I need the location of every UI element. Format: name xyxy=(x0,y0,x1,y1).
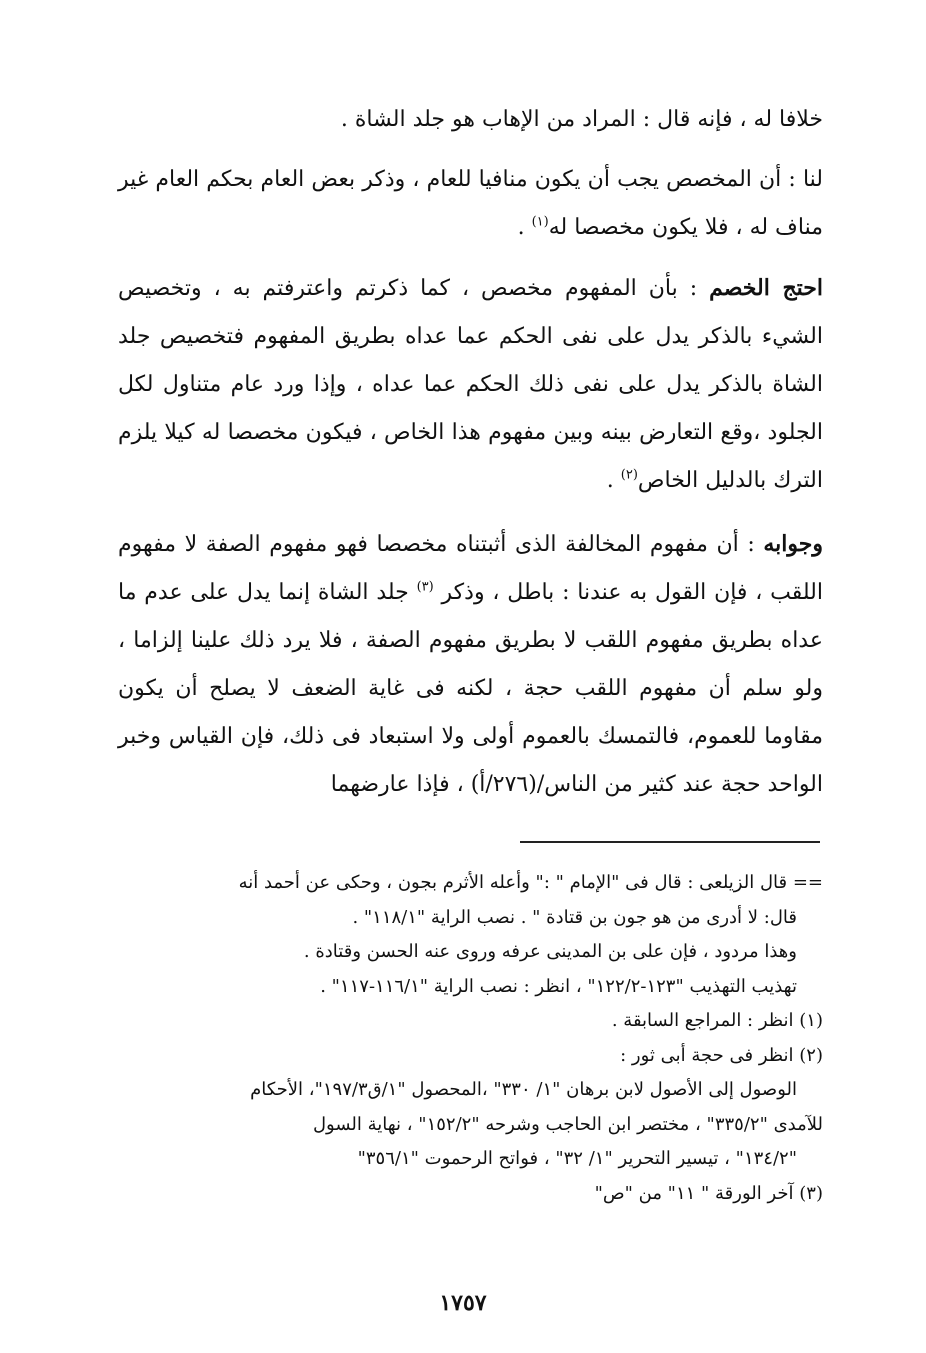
footnote-line: للآمدى "٣٣٥/٢" ، مختصر ابن الحاجب وشرحه "١٥٢/٢" ، نهاية السول xyxy=(312,1113,823,1135)
paragraph-3-text: : بأن المفهوم مخصص ، كما ذكرتم واعترفتم به ، وتخصيص الشيء بالذكر يدل على نفى الحكم عما عداه بطريق المفهوم فتخصيص جلد الشاة بالذكر يدل على نفى ذلك الحكم عما عداه ، وإذا ورد عام متناول لكل الجلود ،وقع التعارض بينه وبين مفهوم هذا الخاص ، فيكون مخصصا له كيلا يلزم الترك بالدليل الخاص xyxy=(118,276,823,493)
footnote-ref-1: (١) xyxy=(531,214,549,230)
footnote-3: (٣) آخر الورقة " ١١" من "ص" xyxy=(594,1182,823,1204)
paragraph-3-end: . xyxy=(606,468,621,493)
paragraph-3 xyxy=(118,264,823,505)
footnote-line: وهذا مردود ، فإن على بن المدينى عرفه وروى عنه الحسن وقتادة . xyxy=(303,941,797,962)
footnote-divider xyxy=(520,841,820,843)
footnote-1: (١) انظر : المراجع السابقة . xyxy=(611,1010,823,1031)
footnote-ref-2: (٢) xyxy=(620,467,638,483)
paragraph-2-end: . xyxy=(517,215,532,240)
paragraph-1 xyxy=(118,96,823,144)
paragraph-4-text-b: جلد الشاة إنما يدل على عدم ما عداه بطريق مفهوم اللقب لا بطريق مفهوم الصفة ، فلا يرد ذلك علينا إلزاما ، ولو سلم أن مفهوم اللقب حجة ، لكنه فى غاية الضعف لا يصلح أن يكون مقاوما للعموم، فالتمسك بالعموم أولى ولا استبعاد فى ذلك، فإن القياس وخبر الواحد حجة عند كثير من الناس/(٢٧٦/أ) ، فإذا عارضهما xyxy=(118,580,823,797)
paragraph-1-text: خلافا له ، فإنه قال : المراد من الإهاب هو جلد الشاة . xyxy=(340,107,823,132)
footnote-line: == قال الزيلعى : قال فى "الإمام " :" وأعله الأثرم بجون ، وحكى عن أحمد أنه xyxy=(238,872,823,893)
footnote-line: "١٣٤/٢" ، تيسير التحرير "١/ ٣٢" ، فواتح الرحموت "٣٥٦/١" xyxy=(357,1148,797,1169)
paragraph-2-text: لنا : أن المخصص يجب أن يكون منافيا للعام ، وذكر بعض العام بحكم العام غير مناف له ، فلا يكون مخصصا له xyxy=(118,167,823,240)
footnotes xyxy=(108,866,823,1211)
footnote-ref-3: (٣) xyxy=(416,579,434,595)
footnote-line: تهذيب التهذيب "١٢٣-١٢٢/٢" ، انظر : نصب الراية "١١٦/١-١١٧" . xyxy=(320,975,797,997)
footnote-line: قال: لا أدرى من هو جون بن قتادة " . نصب الراية "١١٨/١" . xyxy=(352,906,797,928)
paragraph-3-heading: احتج الخصم xyxy=(709,275,823,301)
footnote-line: الوصول إلى الأصول لابن برهان "١/ ٣٣٠" ،المحصول "١/ق١٩٧/٣"، الأحكام xyxy=(250,1079,797,1100)
footnote-2: (٢) انظر فى حجة أبى ثور : xyxy=(620,1044,823,1066)
paragraph-4 xyxy=(118,520,823,809)
page-number: ١٧٥٧ xyxy=(439,1290,487,1316)
paragraph-2 xyxy=(118,156,823,252)
paragraph-4-heading: وجوابه xyxy=(763,531,823,557)
paragraph-4-text-a: : أن مفهوم المخالفة الذى أثبتناه مخصصا فهو مفهوم الصفة لا مفهوم اللقب ، فإن القول به عندنا : باطل ، وذكر xyxy=(118,532,823,605)
